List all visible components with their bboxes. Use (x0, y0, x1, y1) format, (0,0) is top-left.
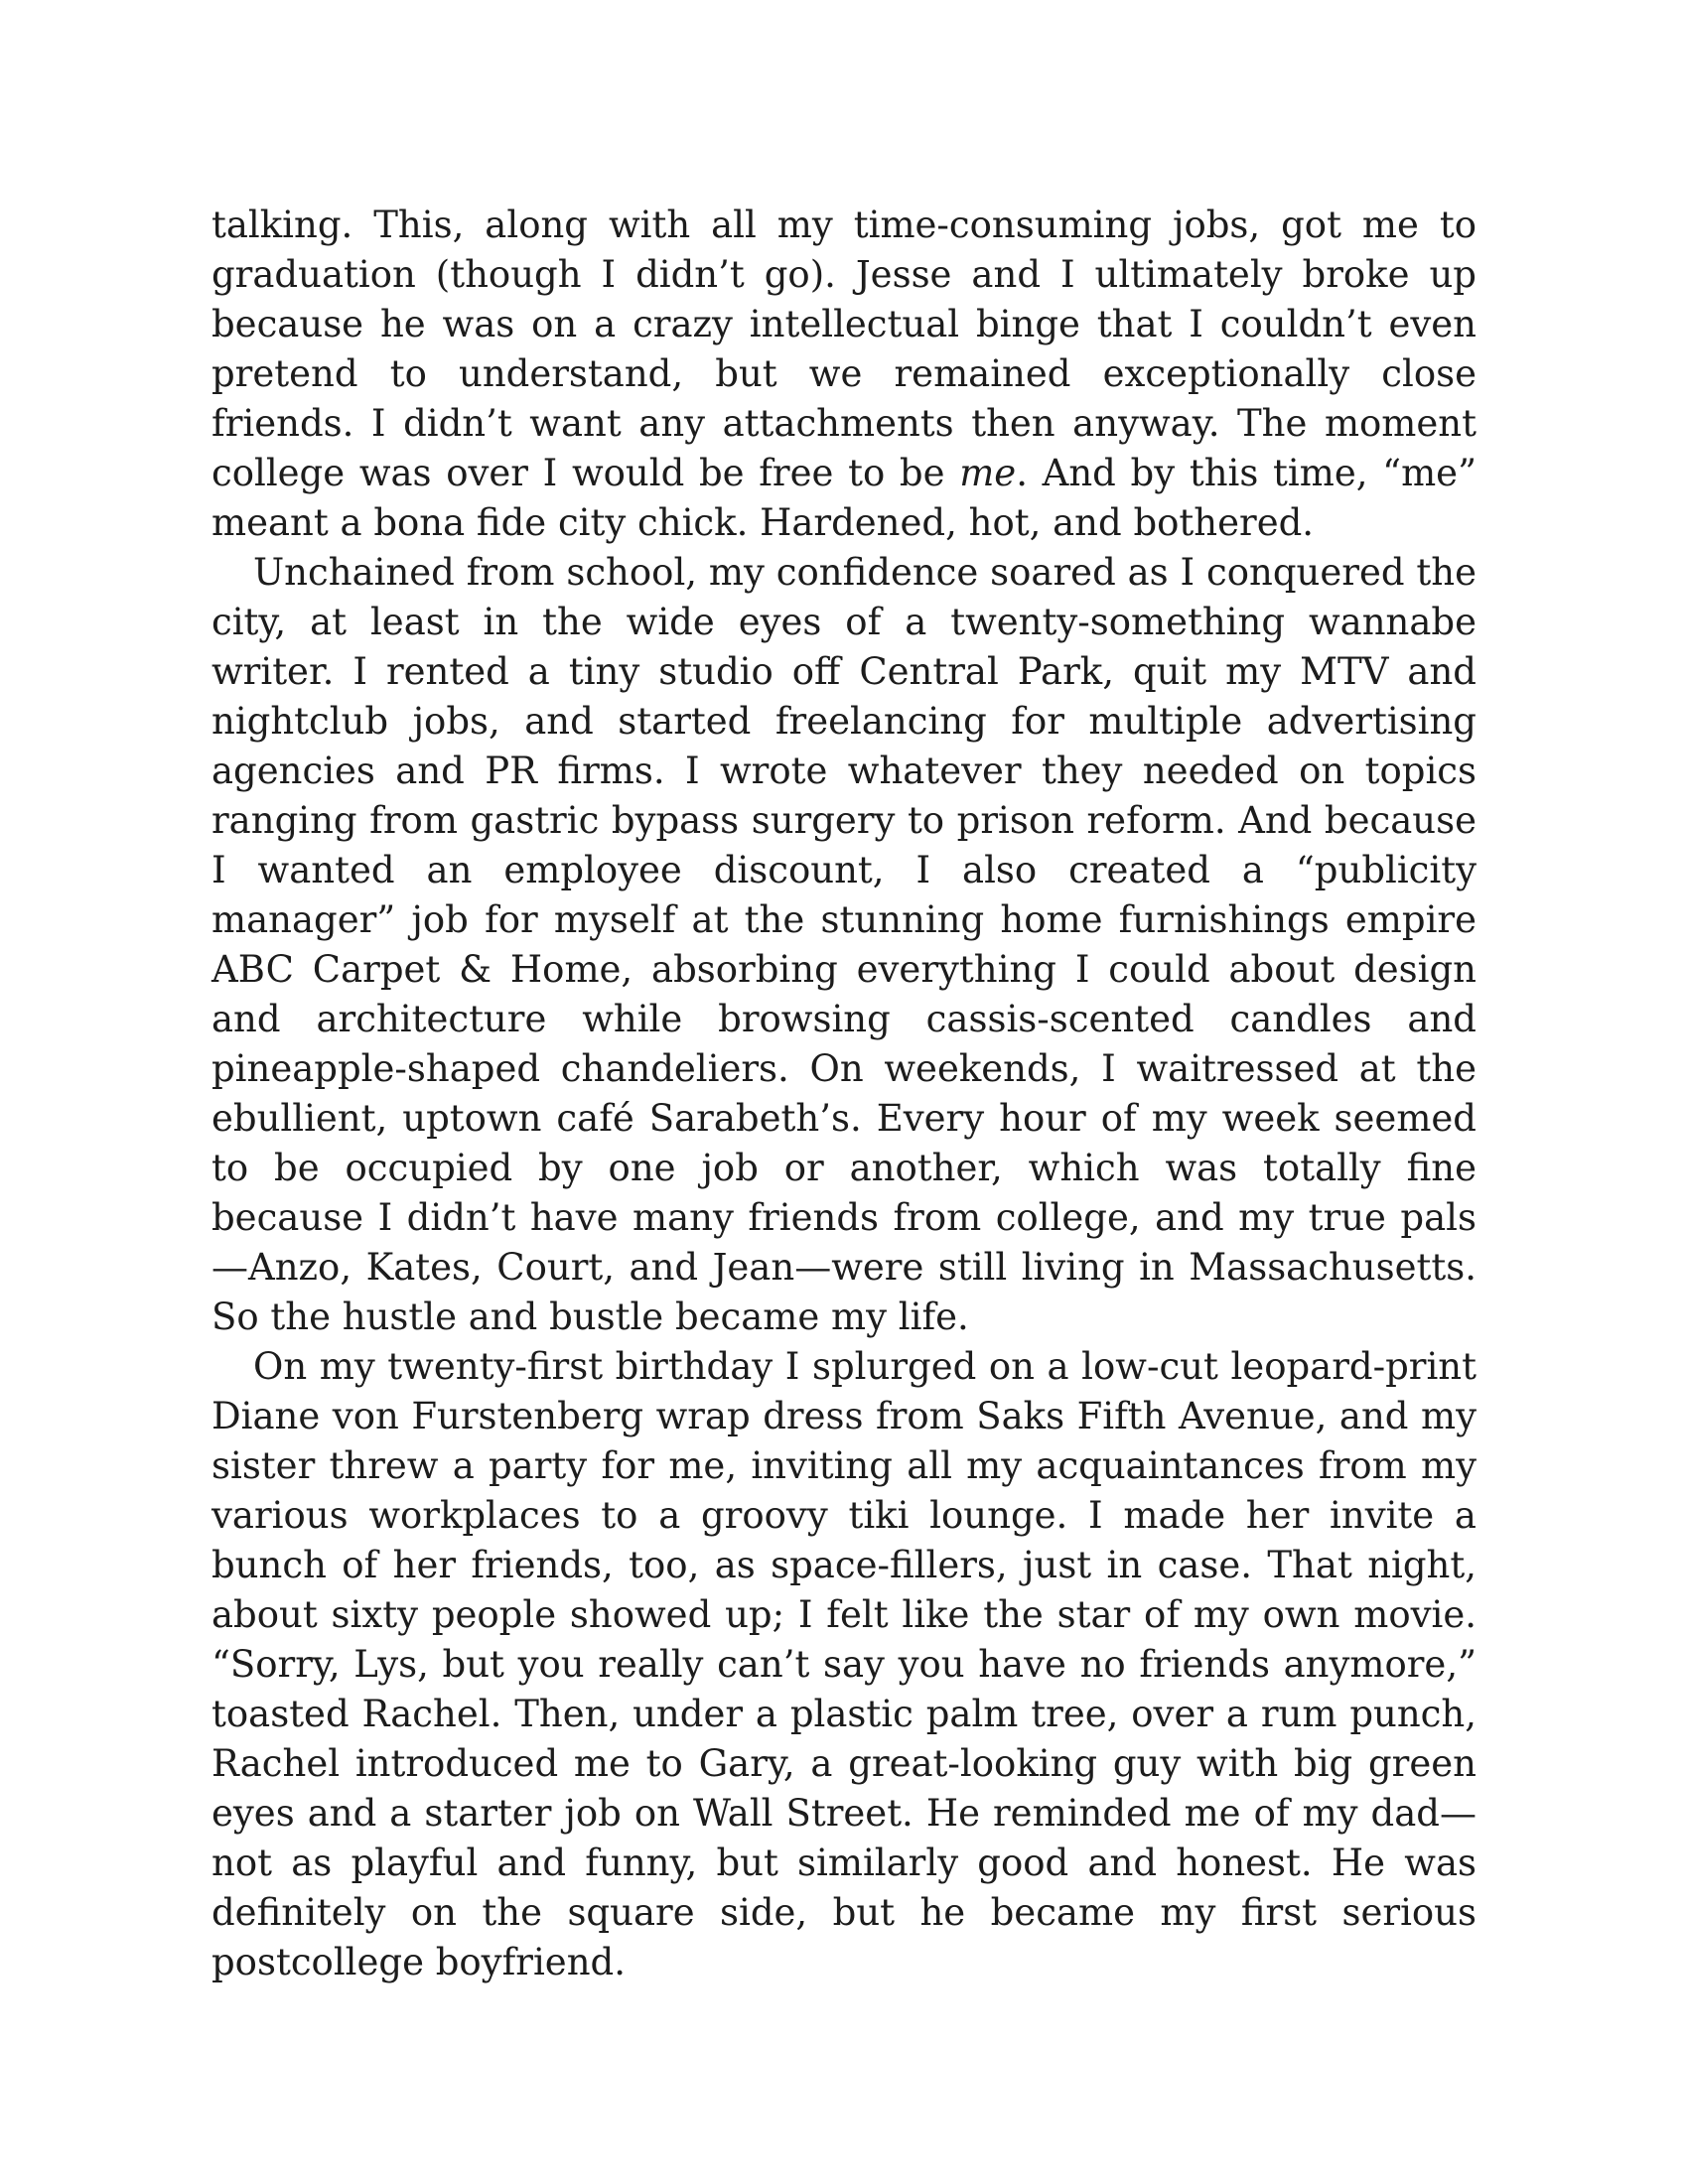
paragraph-1 (211, 201, 1477, 548)
paragraph-2: Unchained from school, my confidence soared as I conquered the city, at least in the wide eyes of a twenty-something wannabe writer. I rented a tiny studio off Central Park, quit my MTV and nightclub jobs, and started freelancing for multiple advertising agencies and PR firms. I wrote whatever they needed on topics ranging from gastric bypass surgery to prison reform. And because I wanted an employee discount, I also created a “publicity manager” job for myself at the stunning home furnishings empire ABC Carpet & Home, absorbing everything I could about design and architecture while browsing cassis-scented candles and pineapple-shaped chandeliers. On weekends, I waitressed at the ebullient, uptown café Sarabeth’s. Every hour of my week seemed to be occupied by one job or another, which was totally fine because I didn’t have many friends from college, and my true pals—Anzo, Kates, Court, and Jean—were still living in Massachusetts. So the hustle and bustle became my life. (211, 551, 1477, 1338)
book-page-body (211, 201, 1477, 1987)
paragraph-1-text-before: talking. This, along with all my time-consuming jobs, got me to graduation (though I didn’t go). Jesse and I ultimately broke up because he was on a crazy intellectual binge that I couldn’t even pretend to understand, but we remained exceptionally close friends. I didn’t want any attachments then anyway. The moment college was over I would be free to be (211, 204, 1477, 494)
paragraph-3: On my twenty-first birthday I splurged on a low-cut leopard-print Diane von Furstenberg wrap dress from Saks Fifth Avenue, and my sister threw a party for me, inviting all my acquaintances from my various workplaces to a groovy tiki lounge. I made her invite a bunch of her friends, too, as space-fillers, just in case. That night, about sixty people showed up; I felt like the star of my own movie. “Sorry, Lys, but you really can’t say you have no friends anymore,” toasted Rachel. Then, under a plastic palm tree, over a rum punch, Rachel introduced me to Gary, a great-looking guy with big green eyes and a starter job on Wall Street. He reminded me of my dad—not as playful and funny, but similarly good and honest. He was definitely on the square side, but he became my first serious postcollege boyfriend. (211, 1345, 1477, 1983)
paragraph-1-emphasis: me (959, 452, 1017, 494)
paragraph-1-text-after: . And by this time, “me” meant a bona fide city chick. Hardened, hot, and bothered. (211, 452, 1477, 544)
